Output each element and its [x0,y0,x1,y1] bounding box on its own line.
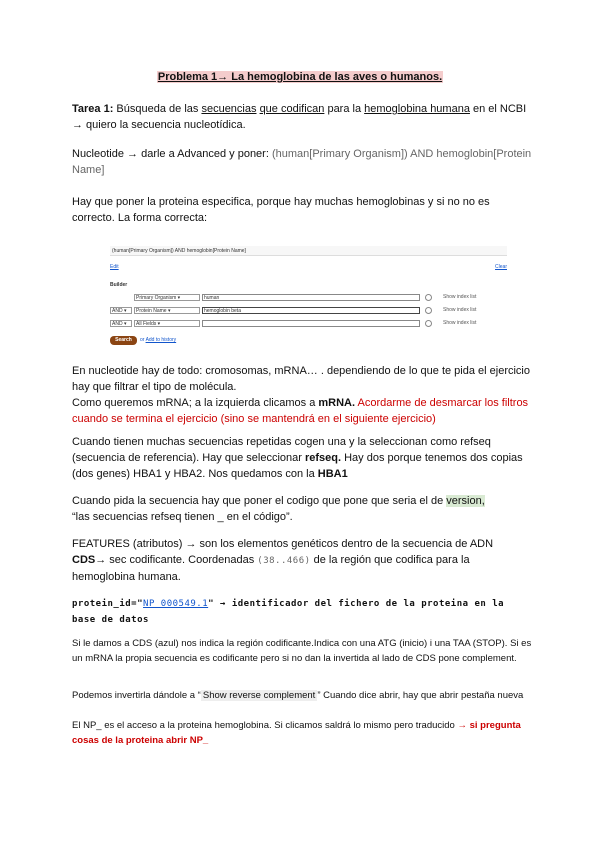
np-paragraph [72,718,532,748]
cds-info-paragraph: Si le damos a CDS (azul) nos indica la región codificante.Indica con una ATG (inicio) i una TAA (STOP). Si es un mRNA la propia secuencia es codificante pero si no dan la invertida al lado de CDS pone complement. [72,638,532,664]
features-text-1: FEATURES (atributos) → son los elementos genéticos dentro de la secuencia de ADN [72,538,494,550]
builder-field-3-label: All Fields [136,321,157,327]
features-text-3: de la región que codifica para la hemoglobina humana. [72,554,470,583]
nucleotido-red-note: Acordarme de desmarcar los filtros cuando se termina el ejercicio (sino se mantendrá en el siguiente ejercicio) [72,397,529,425]
version-text-2: “las secuencias refseq tienen _ en el código”. [72,511,293,523]
builder-clear-circle-icon-2[interactable] [425,307,432,314]
reverse-complement-chip: Show reverse complement [202,690,316,701]
refseq-text-2: Hay dos porque tenemos dos copias (dos genes) HBA1 y HBA2. Nos quedamos con la [72,452,523,480]
builder-field-2-label: Protein Name [136,308,167,314]
builder-row-3 [110,320,507,328]
features-coords: (38..466) [257,556,311,566]
screenshot-clear-link[interactable]: Clear [495,264,507,270]
refseq-text-1: Cuando tienen muchas secuencias repetidas cogen una y la seleccionan como refseq (secuencia de referencia). Hay que seleccionar [72,436,491,464]
tarea-text-1: Búsqueda de las [113,103,202,115]
np-text-1: El NP_ es el acceso a la proteina hemoglobina. Si clicamos saldrá lo mismo pero traducido [72,720,458,731]
builder-row-1 [110,294,507,302]
tarea-text-4: en el NCBI → quiero la secuencia nucleotídica. [72,103,527,131]
builder-clear-circle-icon-3[interactable] [425,320,432,327]
protein-id-suffix: " → identificador del fichero de la proteina en la base de datos [72,599,505,625]
reverse-text-2: ” Cuando dice abrir, hay que abrir pestaña nueva [317,690,524,701]
builder-index-link-1[interactable]: Show index list [443,294,477,300]
builder-field-select-1[interactable]: Primary Organism ▾ [134,294,200,301]
builder-clear-circle-icon-1[interactable] [425,294,432,301]
tarea-label: Tarea 1: [72,103,114,115]
builder-row-2 [110,307,507,315]
page-title [0,71,600,83]
nucleotido-text-2: Como queremos mRNA; a la izquierda clicamos a [72,397,319,409]
reverse-paragraph [72,688,532,703]
protein-id-line [72,596,532,628]
version-paragraph [72,493,532,525]
nucleotide-query: (human[Primary Organism]) AND hemoglobin[Protein Name] [72,148,532,176]
protein-id-link[interactable]: NP_000549.1 [143,599,209,609]
builder-field-select-2[interactable]: Protein Name ▾ [134,307,200,314]
screenshot-builder-heading: Builder [110,282,128,288]
builder-value-input-3[interactable] [202,320,420,327]
screenshot-or-text: or [140,337,146,343]
builder-value-input-1[interactable]: human [202,294,420,301]
builder-index-link-3[interactable]: Show index list [443,320,477,326]
features-text-2: → sec codificante. Coordenadas [95,554,258,566]
nucleotido-paragraph [72,363,532,427]
builder-index-link-2[interactable]: Show index list [443,307,477,313]
nucleotide-text: Nucleotide → darle a Advanced y poner: [72,148,272,160]
tarea-paragraph [72,101,532,133]
ncbi-advanced-screenshot [110,246,507,348]
builder-field-select-3[interactable]: All Fields ▾ [134,320,200,327]
builder-op-2-label: AND [112,308,123,314]
tarea-underline-hemoglobina: hemoglobina humana [364,103,470,115]
screenshot-query-box[interactable]: (human[Primary Organism]) AND hemoglobin[Protein Name] [110,246,507,256]
screenshot-search-button[interactable]: Search [110,336,137,345]
tarea-underline-codifican: que codifican [259,103,325,115]
refseq-hba1: HBA1 [317,468,348,480]
screenshot-add-history-link[interactable]: Add to history [145,337,177,343]
screenshot-add-history [140,337,176,343]
tarea-text-3: para la [324,103,365,115]
nucleotido-text-1: En nucleotide hay de todo: cromosomas, mRNA… . dependiendo de lo que te pida el ejercicio hay que filtrar el tipo de molécula. [72,365,530,393]
builder-op-3-label: AND [112,321,123,327]
refseq-paragraph [72,434,532,482]
np-red-note: → si pregunta cosas de la proteina abrir NP_ [72,720,521,746]
version-highlight: version, [446,495,485,507]
builder-op-select-2[interactable]: AND ▾ [110,307,132,314]
builder-value-input-2[interactable]: hemoglobin beta [202,307,420,314]
screenshot-edit-link[interactable]: Edit [110,264,119,270]
page-title-text: Problema 1→ La hemoglobina de las aves o humanos. [157,71,443,83]
builder-op-select-3[interactable]: AND ▾ [110,320,132,327]
builder-field-1-label: Primary Organism [136,295,177,301]
reverse-text-1: Podemos invertirla dándole a “ [72,690,201,701]
protein-id-prefix: protein_id=" [72,599,144,609]
nucleotide-paragraph [72,146,532,178]
refseq-bold: refseq. [304,452,342,464]
version-text-1: Cuando pida la secuencia hay que poner el codigo que pone que seria el de [72,495,447,507]
tarea-underline-secuencias: secuencias [201,103,257,115]
nucleotido-mrna: mRNA. [318,397,356,409]
proteina-paragraph: Hay que poner la proteina especifica, porque hay muchas hemoglobinas y si no no es correcto. La forma correcta: [72,196,490,224]
features-paragraph [72,536,532,585]
features-cds: CDS [72,554,96,566]
